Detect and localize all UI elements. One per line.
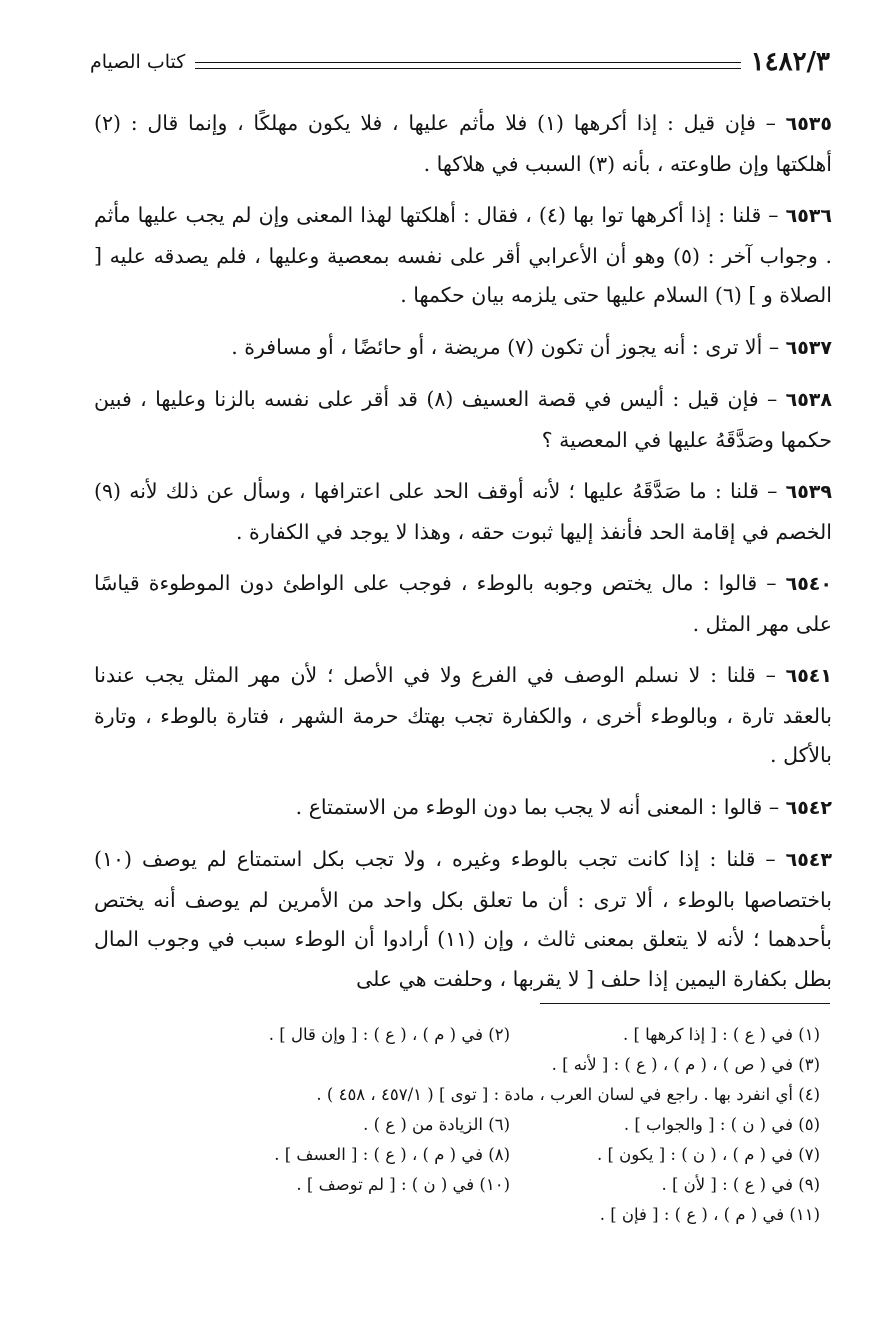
footnote-8: (٨) في ( م ) ، ( ع ) : [ العسف ] . xyxy=(274,1145,510,1164)
page-header xyxy=(90,42,830,82)
footnote-6: (٦) الزيادة من ( ع ) . xyxy=(363,1115,510,1134)
footnote-7: (٧) في ( م ) ، ( ن ) : [ يكون ] . xyxy=(596,1145,820,1164)
page-number: ١٤٨٢/٣ xyxy=(750,47,830,77)
paragraph-text: – قلنا : ما صَدَّقَهُ عليها ؛ لأنه أوقف الحد على اعترافها ، وسأل عن ذلك لأنه (٩) الخصم في إقامة الحد فأنفذ إليها ثبوت حقه ، وهذا لا يوجد في الكفارة . xyxy=(94,479,832,544)
paragraph-6540 xyxy=(94,564,832,644)
paragraph-text: – فإن قيل : أليس في قصة العسيف (٨) قد أقر على نفسه بالزنا وعليها ، فبين حكمها وصَدَّقَهُ عليها في المعصية ؟ xyxy=(94,387,832,452)
paragraph-6539 xyxy=(94,472,832,552)
footnote-row xyxy=(100,1170,820,1200)
paragraph-number: ٦٥٤٣ xyxy=(785,849,832,871)
main-text xyxy=(94,104,832,1011)
paragraph-6541 xyxy=(94,656,832,776)
paragraph-6535 xyxy=(94,104,832,184)
paragraph-number: ٦٥٤٢ xyxy=(785,796,832,819)
footnote-row xyxy=(100,1050,820,1080)
footnote-1: (١) في ( ع ) : [ إذا كرهها ] . xyxy=(622,1025,820,1044)
paragraph-number: ٦٥٣٧ xyxy=(785,336,832,359)
paragraph-text: – قلنا : لا نسلم الوصف في الفرع ولا في الأصل ؛ لأن مهر المثل يجب عندنا بالعقد تارة ، وبالوطء أخرى ، والكفارة تجب بهتك حرمة الشهر ، فتارة بالوطء ، وتارة بالأكل . xyxy=(94,663,832,767)
paragraph-6543 xyxy=(94,840,832,999)
footnote-separator xyxy=(540,1003,830,1004)
footnote-4: (٤) أي انفرد بها . راجع في لسان العرب ، مادة : [ توى ] ( ٤٥٧/١ ، ٤٥٨ ) . xyxy=(316,1085,820,1104)
footnote-11: (١١) في ( م ) ، ( ع ) : [ فإن ] . xyxy=(599,1205,820,1224)
header-rule xyxy=(195,62,740,69)
footnote-row xyxy=(100,1140,820,1170)
paragraph-text: – قالوا : مال يختص وجوبه بالوطء ، فوجب على الواطئ دون الموطوءة قياسًا على مهر المثل . xyxy=(94,571,832,636)
footnote-5: (٥) في ( ن ) : [ والجواب ] . xyxy=(623,1115,820,1134)
paragraph-text: – قلنا : إذا أكرهها توا بها (٤) ، فقال : أهلكتها لهذا المعنى وإن لم يجب عليها مأثم . وجواب آخر : (٥) وهو أن الأعرابي أقر على نفسه بمعصية وعليها ، فلم يصدقه عليه [ الصلاة و ] (٦) السلام عليها حتى يلزمه بيان حكمها . xyxy=(94,203,832,307)
footnote-row xyxy=(100,1110,820,1140)
paragraph-6542 xyxy=(94,788,832,829)
footnote-3: (٣) في ( ص ) ، ( م ) ، ( ع ) : [ لأنه ] . xyxy=(551,1055,820,1074)
paragraph-6538 xyxy=(94,380,832,460)
footnote-row xyxy=(100,1200,820,1230)
book-title: كتاب الصيام xyxy=(90,51,186,73)
footnote-row xyxy=(100,1020,820,1050)
footnote-9: (٩) في ( ع ) : [ لأن ] . xyxy=(661,1175,820,1194)
footnotes xyxy=(100,1020,820,1230)
paragraph-number: ٦٥٣٩ xyxy=(785,481,832,503)
footnote-row xyxy=(100,1080,820,1110)
paragraph-text: – فإن قيل : إذا أكرهها (١) فلا مأثم عليها ، فلا يكون مهلكًا ، وإنما قال : (٢) أهلكتها وإن طاوعته ، بأنه (٣) السبب في هلاكها . xyxy=(94,111,832,176)
paragraph-number: ٦٥٣٥ xyxy=(785,113,832,135)
paragraph-6537 xyxy=(94,328,832,369)
paragraph-number: ٦٥٤١ xyxy=(785,665,832,687)
footnote-10: (١٠) في ( ن ) : [ لم توصف ] . xyxy=(296,1175,510,1194)
paragraph-number: ٦٥٣٦ xyxy=(785,205,832,227)
paragraph-6536 xyxy=(94,196,832,316)
paragraph-number: ٦٥٤٠ xyxy=(785,573,832,595)
paragraph-text: – ألا ترى : أنه يجوز أن تكون (٧) مريضة ، أو حائضًا ، أو مسافرة . xyxy=(231,334,780,359)
paragraph-text: – قالوا : المعنى أنه لا يجب بما دون الوطء من الاستمتاع . xyxy=(295,794,780,819)
footnote-2: (٢) في ( م ) ، ( ع ) : [ وإن قال ] . xyxy=(268,1025,510,1044)
paragraph-number: ٦٥٣٨ xyxy=(785,389,832,411)
paragraph-text: – قلنا : إذا كانت تجب بالوطء وغيره ، ولا تجب بكل استمتاع لم يوصف (١٠) باختصاصها بالوطء ، ألا ترى : أن ما تعلق بكل واحد من الأمرين لم يوصف أنه يختص بأحدهما ؛ لأنه لا يتعلق بمعنى ثالث ، وإن (١١) أرادوا أن الوطء سبب في وجوب المال بطل بكفارة اليمين إذا حلف [ لا يقربها ، وحلفت هي على xyxy=(94,847,832,991)
